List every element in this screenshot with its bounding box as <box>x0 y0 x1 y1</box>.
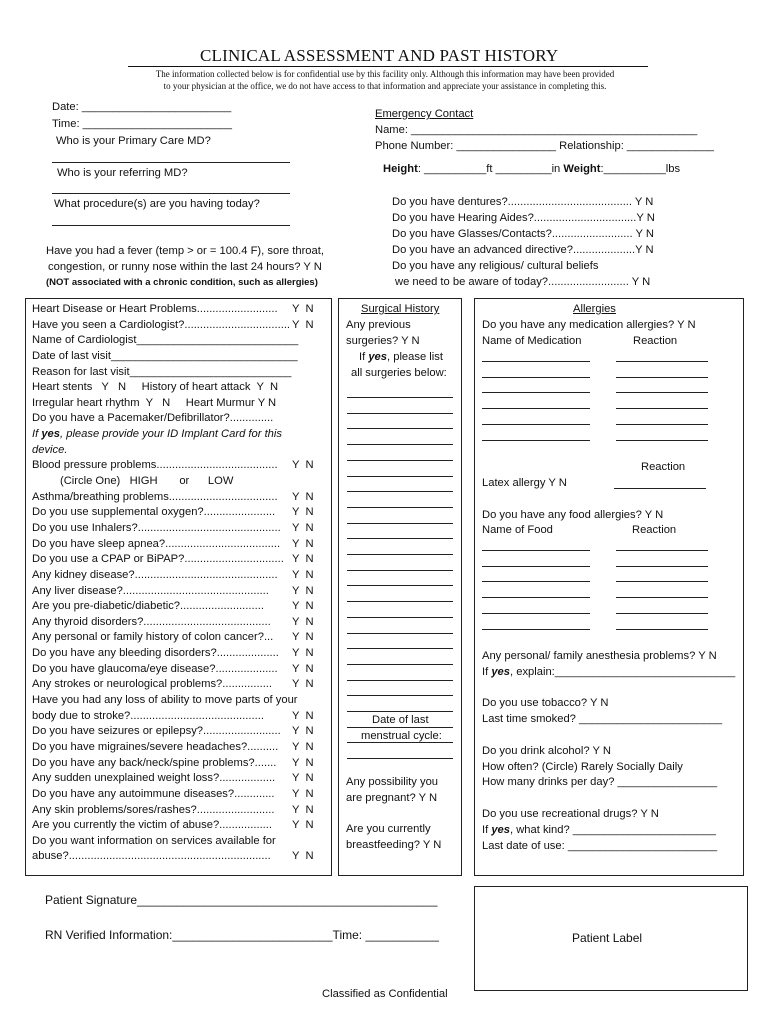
history-question: Do you have a Pacemaker/Defibrillator?.............. <box>32 412 274 425</box>
food-allergy-line[interactable] <box>482 597 590 598</box>
title-rule <box>128 66 648 67</box>
history-row[interactable] <box>32 740 328 756</box>
medication-allergy-question[interactable]: Do you have any medication allergies? Y N <box>482 319 696 331</box>
history-yes-no[interactable]: Y N <box>292 756 314 769</box>
history-yes-no[interactable]: Y N <box>292 803 314 816</box>
medical-history-box <box>25 298 332 876</box>
food-allergy-line[interactable] <box>482 629 590 630</box>
history-row[interactable] <box>32 849 328 865</box>
history-row[interactable] <box>32 318 328 334</box>
medication-allergy-line[interactable] <box>616 424 708 425</box>
history-yes-no[interactable]: Y N <box>292 787 314 800</box>
history-question: Do you have any bleeding disorders?.................... <box>32 647 279 660</box>
history-row[interactable] <box>32 630 328 646</box>
history-question: Do you have seizures or epilepsy?......................... <box>32 725 281 738</box>
primary-md-label: Who is your Primary Care MD? <box>56 135 211 147</box>
patient-signature-field[interactable]: Patient Signature_____________________________________________ <box>45 893 438 907</box>
history-yes-no[interactable]: Y N <box>292 819 314 832</box>
history-question: Do you have glaucoma/eye disease?.................... <box>32 662 278 675</box>
history-yes-no[interactable]: Y N <box>292 740 314 753</box>
history-row[interactable] <box>32 552 328 568</box>
emergency-phone-field[interactable]: Phone Number: ________________ Relationship: ______________ <box>375 140 715 152</box>
surgery-line[interactable] <box>347 413 453 414</box>
history-row[interactable] <box>32 568 328 584</box>
surgery-line[interactable] <box>347 554 453 555</box>
surgery-line[interactable] <box>347 460 453 461</box>
history-yes-no[interactable]: Y N <box>292 490 314 503</box>
history-question: Do you want information on services available for <box>32 834 276 847</box>
surgery-line[interactable] <box>347 507 453 508</box>
surgery-line[interactable] <box>347 680 453 681</box>
history-yes-no[interactable]: Y N <box>292 506 314 519</box>
medication-allergy-line[interactable] <box>616 361 708 362</box>
history-question: Do you have migraines/severe headaches?.......... <box>32 740 279 753</box>
history-row <box>32 427 328 443</box>
food-allergy-line[interactable] <box>482 613 590 614</box>
history-row[interactable] <box>32 677 328 693</box>
history-question: Irregular heart rhythm Y N Heart Murmur Y N <box>32 396 277 409</box>
history-row <box>32 333 328 349</box>
menstrual-label-2: menstrual cycle: <box>361 730 442 742</box>
food-allergy-line[interactable] <box>616 566 708 567</box>
history-question: Do you have any autoimmune diseases?............. <box>32 787 275 800</box>
surgical-history-box <box>338 298 462 876</box>
history-yes-no[interactable]: Y N <box>292 615 314 628</box>
procedure-label: What procedure(s) are you having today? <box>54 198 260 210</box>
history-row <box>32 693 328 709</box>
drugs-kind-field[interactable]: If yes, what kind? _______________________ <box>482 824 716 836</box>
glasses-question[interactable]: Do you have Glasses/Contacts?.......................... Y N <box>392 228 654 240</box>
surgery-line[interactable] <box>347 633 453 634</box>
history-yes-no[interactable]: Y N <box>292 662 314 675</box>
history-row[interactable] <box>32 709 328 725</box>
anesthesia-explain[interactable]: If yes, explain:_____________________________ <box>482 666 736 678</box>
procedure-input[interactable] <box>52 225 290 226</box>
history-row <box>32 411 328 427</box>
history-question: Date of last visit______________________________ <box>32 349 298 362</box>
surgery-line[interactable] <box>347 695 453 696</box>
medication-name-header: Name of Medication <box>482 335 582 347</box>
history-row <box>32 380 328 396</box>
food-allergy-line[interactable] <box>616 597 708 598</box>
surgery-line[interactable] <box>347 648 453 649</box>
food-allergy-line[interactable] <box>616 581 708 582</box>
history-yes-no[interactable]: Y N <box>292 459 314 472</box>
history-yes-no[interactable]: Y N <box>292 850 314 863</box>
history-row[interactable] <box>32 537 328 553</box>
menstrual-input[interactable] <box>353 758 451 759</box>
subtitle-line-1: The information collected below is for confidential use by this facility only. Although this information may have been provided <box>155 69 615 79</box>
food-reaction-header: Reaction <box>632 524 677 536</box>
medication-allergy-line[interactable] <box>482 408 590 409</box>
food-allergy-line[interactable] <box>482 581 590 582</box>
surgical-history-heading: Surgical History <box>361 303 440 315</box>
date-field[interactable]: Date: ________________________ <box>52 101 232 113</box>
referring-md-label: Who is your referring MD? <box>57 167 188 179</box>
advanced-directive-question[interactable]: Do you have an advanced directive?....................Y N <box>392 244 654 256</box>
food-allergy-line[interactable] <box>616 613 708 614</box>
history-yes-no[interactable]: Y N <box>292 568 314 581</box>
medication-allergy-line[interactable] <box>616 392 708 393</box>
tobacco-question[interactable]: Do you use tobacco? Y N <box>482 697 609 709</box>
breastfeeding-yn[interactable]: breastfeeding? Y N <box>346 839 442 851</box>
history-question: Heart Disease or Heart Problems.......................... <box>32 303 278 315</box>
history-yes-no[interactable]: Y N <box>292 678 314 691</box>
history-row[interactable] <box>32 771 328 787</box>
surgery-line[interactable] <box>347 491 453 492</box>
form-title: CLINICAL ASSESSMENT AND PAST HISTORY <box>200 46 559 65</box>
history-question: Name of Cardiologist__________________________ <box>32 334 299 347</box>
history-row[interactable] <box>32 521 328 537</box>
medication-allergy-line[interactable] <box>616 377 708 378</box>
history-row[interactable] <box>32 724 328 740</box>
religious-question-2[interactable]: we need to be aware of today?.......................... Y N <box>395 276 651 288</box>
history-row <box>32 396 328 412</box>
religious-question-1: Do you have any religious/ cultural beliefs <box>392 260 599 272</box>
surgery-line[interactable] <box>347 570 453 571</box>
surgery-line[interactable] <box>347 742 453 743</box>
history-question: Do you have sleep apnea?..................................... <box>32 537 281 550</box>
fever-question-1: Have you had a fever (temp > or = 100.4 F), sore throat, <box>46 245 324 257</box>
history-yes-no[interactable]: Y N <box>292 709 314 722</box>
dentures-question[interactable]: Do you have dentures?........................................ Y N <box>392 196 654 208</box>
allergies-box <box>474 298 744 876</box>
history-question: Have you seen a Cardiologist?.................................. <box>32 318 291 331</box>
food-allergy-question[interactable]: Do you have any food allergies? Y N <box>482 509 664 521</box>
history-row <box>32 349 328 365</box>
medication-allergy-line[interactable] <box>482 424 590 425</box>
medication-allergy-line[interactable] <box>482 440 590 441</box>
history-row[interactable] <box>32 662 328 678</box>
medication-allergy-line[interactable] <box>616 440 708 441</box>
history-question: Blood pressure problems....................................... <box>32 459 278 472</box>
allergies-heading: Allergies <box>573 303 616 315</box>
surgery-line[interactable] <box>347 711 453 712</box>
latex-reaction-header: Reaction <box>641 461 686 473</box>
food-allergy-line[interactable] <box>482 550 590 551</box>
history-row[interactable] <box>32 599 328 615</box>
history-question: Any personal or family history of colon cancer?... <box>32 631 274 644</box>
history-row[interactable] <box>32 458 328 474</box>
surgery-line[interactable] <box>347 727 453 728</box>
history-question: Any sudden unexplained weight loss?.................. <box>32 772 276 785</box>
history-question: Any kidney disease?.............................................. <box>32 568 278 581</box>
medication-allergy-line[interactable] <box>482 392 590 393</box>
history-yes-no[interactable]: Y N <box>292 631 314 644</box>
patient-label-text: Patient Label <box>572 931 643 945</box>
history-question: Any skin problems/sores/rashes?......................... <box>32 803 275 816</box>
history-yes-no[interactable]: Y N <box>292 537 314 550</box>
history-yes-no[interactable]: Y N <box>292 725 314 738</box>
breastfeeding-label-1: Are you currently <box>346 823 431 835</box>
history-yes-no[interactable]: Y N <box>292 600 314 613</box>
pregnant-yn[interactable]: are pregnant? Y N <box>346 792 438 804</box>
height-label: Height <box>383 163 418 175</box>
history-question: Are you pre-diabetic/diabetic?........................... <box>32 600 264 613</box>
history-question: Asthma/breathing problems................................... <box>32 490 278 503</box>
history-question: abuse?................................................................. <box>32 850 271 863</box>
surgery-line[interactable] <box>347 601 453 602</box>
food-allergy-line[interactable] <box>616 550 708 551</box>
weight-blanks: :__________lbs <box>600 163 681 175</box>
history-question: device. <box>32 443 68 456</box>
history-question: Have you had any loss of ability to move parts of your <box>32 694 298 707</box>
surgery-line[interactable] <box>347 428 453 429</box>
history-question: Any strokes or neurological problems?................ <box>32 678 273 691</box>
history-question: Any liver disease?............................................... <box>32 584 269 597</box>
time-field[interactable]: Time: ________________________ <box>52 118 232 130</box>
history-row[interactable] <box>32 584 328 600</box>
height-weight-field[interactable] <box>383 163 680 175</box>
history-row[interactable] <box>32 646 328 662</box>
surgical-list-instruction: If yes, please list <box>359 351 443 363</box>
classified-footer: Classified as Confidential <box>322 988 448 1000</box>
history-row[interactable] <box>32 818 328 834</box>
history-yes-no[interactable]: Y N <box>292 772 314 785</box>
food-allergy-line[interactable] <box>482 566 590 567</box>
history-question: (Circle One) HIGH or LOW <box>32 475 234 488</box>
history-row[interactable] <box>32 615 328 631</box>
medication-allergy-line[interactable] <box>482 377 590 378</box>
latex-reaction-input[interactable] <box>614 488 706 489</box>
history-question: Do you use a CPAP or BiPAP?................................ <box>32 553 284 566</box>
surgery-line[interactable] <box>347 476 453 477</box>
history-row <box>32 474 328 490</box>
history-question: Heart stents Y N History of heart attack Y N <box>32 381 279 394</box>
anesthesia-question[interactable]: Any personal/ family anesthesia problems? Y N <box>482 650 717 662</box>
history-row[interactable] <box>32 302 328 318</box>
patient-label-box <box>474 886 748 991</box>
history-row[interactable] <box>32 787 328 803</box>
subtitle-line-2: to your physician at the office, we do not have access to that information and appreciate your assistance in completing this. <box>163 81 607 91</box>
history-yes-no[interactable]: Y N <box>292 553 314 566</box>
food-name-header: Name of Food <box>482 524 553 536</box>
tobacco-last-field[interactable]: Last time smoked? _______________________ <box>482 713 723 725</box>
history-question: Do you have any back/neck/spine problems?....... <box>32 756 277 769</box>
history-question: Do you use supplemental oxygen?....................... <box>32 506 276 519</box>
history-question: If yes, please provide your ID Implant Card for this <box>32 428 282 441</box>
food-allergy-line[interactable] <box>616 629 708 630</box>
history-yes-no[interactable]: Y N <box>292 521 314 534</box>
pregnant-label-1: Any possibility you <box>346 776 439 788</box>
weight-label: Weight <box>563 163 601 175</box>
fever-question-2[interactable]: congestion, or runny nose within the last 24 hours? Y N <box>48 261 322 273</box>
history-row <box>32 365 328 381</box>
history-row <box>32 834 328 850</box>
history-row[interactable] <box>32 505 328 521</box>
menstrual-label-1: Date of last <box>372 714 429 726</box>
medication-reaction-header: Reaction <box>633 335 678 347</box>
history-question: Do you use Inhalers?.............................................. <box>32 521 281 534</box>
height-blanks: : __________ft _________in <box>417 163 564 175</box>
alcohol-question[interactable]: Do you drink alcohol? Y N <box>482 745 611 757</box>
history-question: Reason for last visit__________________________ <box>32 365 292 378</box>
history-question: Any thyroid disorders?......................................... <box>32 615 271 628</box>
surgery-line[interactable] <box>347 397 453 398</box>
surgery-line[interactable] <box>347 664 453 665</box>
history-question: Are you currently the victim of abuse?................. <box>32 819 273 832</box>
medication-allergy-line[interactable] <box>482 361 590 362</box>
history-question: body due to stroke?........................................... <box>32 709 264 722</box>
surgery-line[interactable] <box>347 585 453 586</box>
drugs-last-date-field[interactable]: Last date of use: ________________________ <box>482 840 718 852</box>
rn-verified-field[interactable]: RN Verified Information:________________________Time: ___________ <box>45 928 439 942</box>
surgery-line[interactable] <box>347 444 453 445</box>
referring-md-input[interactable] <box>52 193 290 194</box>
drugs-question[interactable]: Do you use recreational drugs? Y N <box>482 808 659 820</box>
history-row[interactable] <box>32 490 328 506</box>
surgical-list-instruction-2: all surgeries below: <box>351 367 447 379</box>
history-row[interactable] <box>32 756 328 772</box>
emergency-contact-heading: Emergency Contact <box>375 108 474 120</box>
history-yes-no[interactable]: Y N <box>292 647 314 660</box>
latex-allergy-question[interactable]: Latex allergy Y N <box>482 477 567 489</box>
surgical-previous-label: Any previous <box>346 319 411 331</box>
history-yes-no[interactable]: Y N <box>292 318 314 331</box>
primary-md-input[interactable] <box>52 162 290 163</box>
history-row <box>32 443 328 459</box>
alcohol-drinks-field[interactable]: How many drinks per day? ________________ <box>482 776 718 788</box>
surgery-line[interactable] <box>347 523 453 524</box>
medication-allergy-line[interactable] <box>616 408 708 409</box>
surgical-yn[interactable]: surgeries? Y N <box>346 335 420 347</box>
emergency-name-field[interactable]: Name: ______________________________________________ <box>375 124 698 136</box>
hearing-aides-question[interactable]: Do you have Hearing Aides?.................................Y N <box>392 212 655 224</box>
history-yes-no[interactable]: Y N <box>292 303 314 315</box>
surgery-line[interactable] <box>347 617 453 618</box>
history-list <box>32 302 328 865</box>
fever-note: (NOT associated with a chronic condition, such as allergies) <box>46 277 318 288</box>
surgery-line[interactable] <box>347 538 453 539</box>
history-row[interactable] <box>32 803 328 819</box>
history-yes-no[interactable]: Y N <box>292 584 314 597</box>
alcohol-frequency[interactable]: How often? (Circle) Rarely Socially Daily <box>482 761 683 773</box>
